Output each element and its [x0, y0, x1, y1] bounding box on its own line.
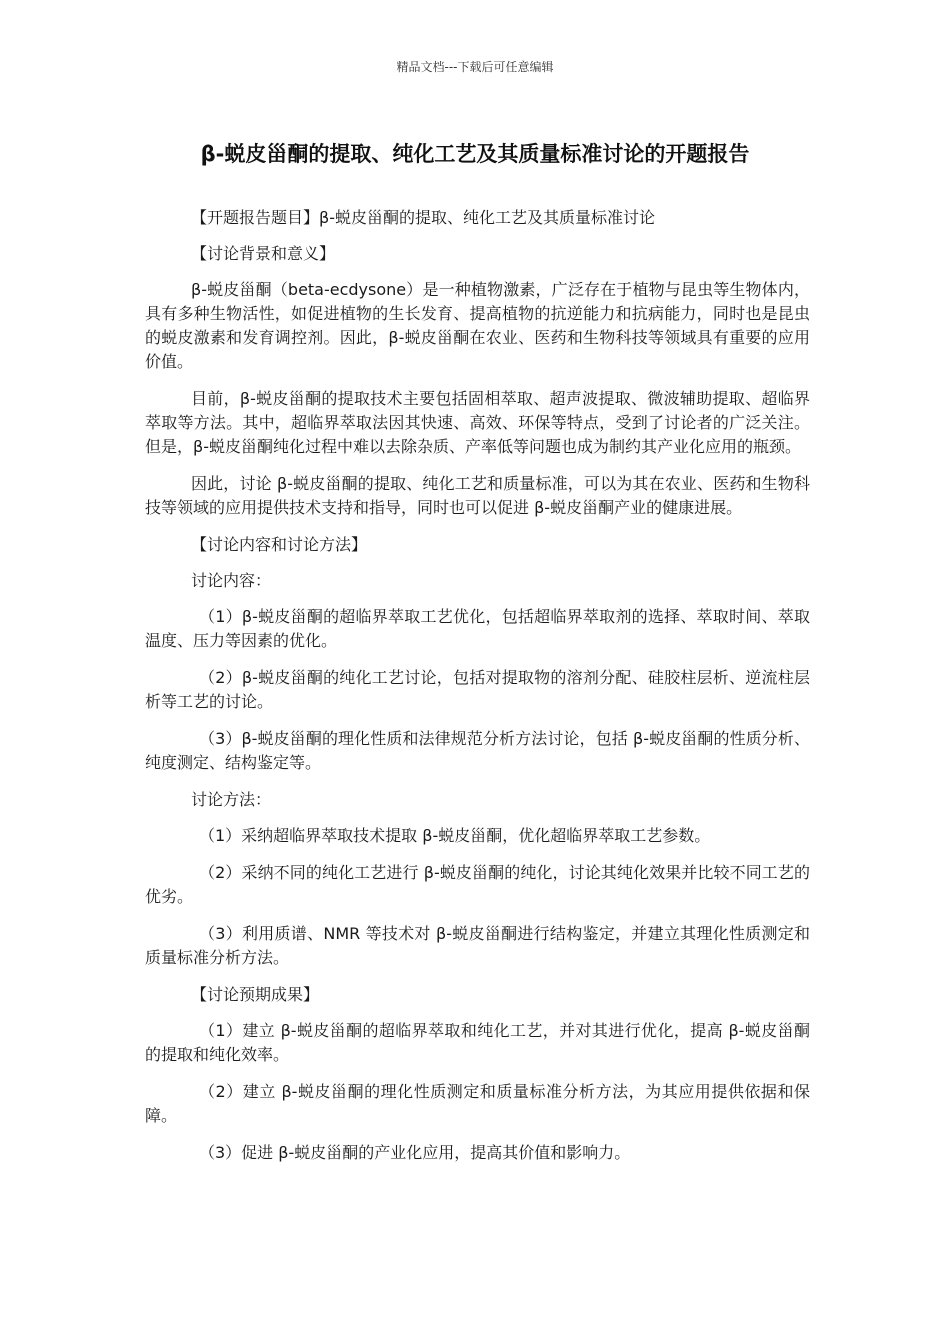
expected-item: （3）促进 β-蜕皮甾酮的产业化应用，提高其价值和影响力。 — [199, 1143, 631, 1162]
expected-item: （2）建立 β-蜕皮甾酮的理化性质测定和质量标准分析方法，为其应用提供依据和保障。 — [145, 1082, 810, 1125]
method-item: （1）采纳超临界萃取技术提取 β-蜕皮甾酮，优化超临界萃取工艺参数。 — [199, 826, 711, 845]
content-item: （2）β-蜕皮甾酮的纯化工艺讨论，包括对提取物的溶剂分配、硅胶柱层析、逆流柱层析等工艺的讨论。 — [145, 668, 810, 711]
background-paragraph: 因此，讨论 β-蜕皮甾酮的提取、纯化工艺和质量标准，可以为其在农业、医药和生物科技等领域的应用提供技术支持和指导，同时也可以促进 β-蜕皮甾酮产业的健康进展。 — [145, 474, 810, 517]
content-methods-heading: 【讨论内容和讨论方法】 — [191, 535, 368, 554]
content-item: （3）β-蜕皮甾酮的理化性质和法律规范分析方法讨论，包括 β-蜕皮甾酮的性质分析、纯度测定、结构鉴定等。 — [145, 729, 810, 772]
method-item: （2）采纳不同的纯化工艺进行 β-蜕皮甾酮的纯化，讨论其纯化效果并比较不同工艺的优劣。 — [145, 863, 810, 906]
background-paragraph: 目前，β-蜕皮甾酮的提取技术主要包括固相萃取、超声波提取、微波辅助提取、超临界萃取等方法。其中，超临界萃取法因其快速、高效、环保等特点，受到了讨论者的广泛关注。但是，β-蜕皮甾酮纯化过程中难以去除杂质、产率低等问题也成为制约其产业化应用的瓶颈。 — [145, 389, 810, 456]
method-item: （3）利用质谱、NMR 等技术对 β-蜕皮甾酮进行结构鉴定，并建立其理化性质测定和质量标准分析方法。 — [145, 924, 810, 967]
expected-item: （1）建立 β-蜕皮甾酮的超临界萃取和纯化工艺，并对其进行优化，提高 β-蜕皮甾酮的提取和纯化效率。 — [145, 1021, 810, 1064]
content-item: （1）β-蜕皮甾酮的超临界萃取工艺优化，包括超临界萃取剂的选择、萃取时间、萃取温度、压力等因素的优化。 — [145, 607, 810, 650]
methods-label: 讨论方法： — [191, 790, 272, 809]
background-heading: 【讨论背景和意义】 — [191, 244, 336, 263]
topic-line: 【开题报告题目】β-蜕皮甾酮的提取、纯化工艺及其质量标准讨论 — [191, 208, 655, 227]
header-note: 精品文档---下载后可任意编辑 — [396, 60, 554, 74]
expected-heading: 【讨论预期成果】 — [191, 985, 320, 1004]
background-paragraph: β-蜕皮甾酮（beta-ecdysone）是一种植物激素，广泛存在于植物与昆虫等生物体内，具有多种生物活性，如促进植物的生长发育、提高植物的抗逆能力和抗病能力，同时也是昆虫的蜕皮激素和发育调控剂。因此，β-蜕皮甾酮在农业、医药和生物科技等领域具有重要的应用价值。 — [145, 280, 810, 371]
document-body — [145, 206, 810, 1178]
content-label: 讨论内容： — [191, 571, 272, 590]
document-title: β-蜕皮甾酮的提取、纯化工艺及其质量标准讨论的开题报告 — [200, 142, 750, 166]
